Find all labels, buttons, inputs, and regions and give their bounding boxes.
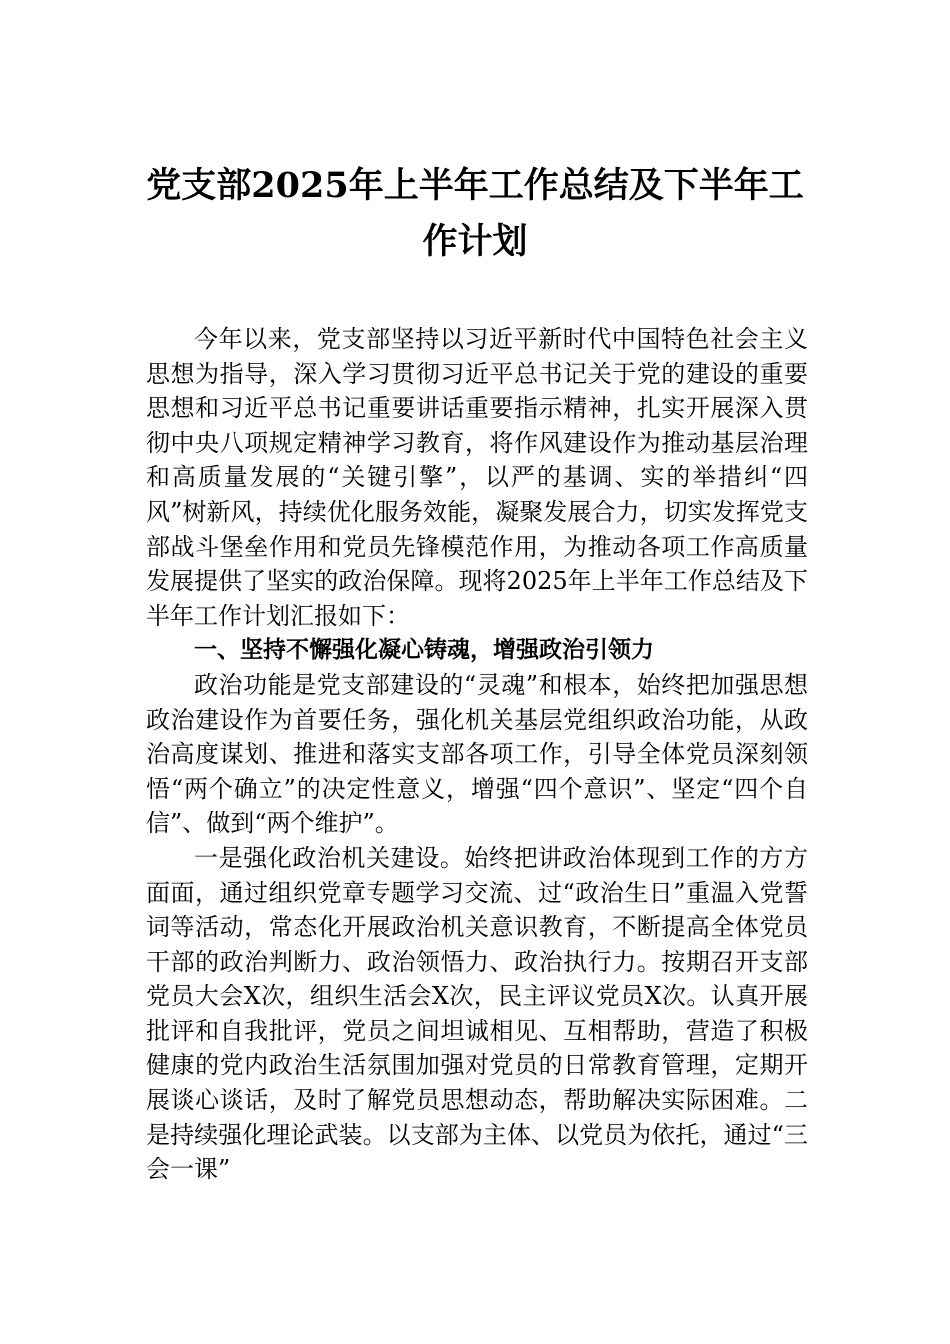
- body-paragraph: 政治功能是党支部建设的“灵魂”和根本，始终把加强思想政治建设作为首要任务，强化机关基层党组织政治功能，从政治高度谋划、推进和落实支部各项工作，引导全体党员深刻领悟“两个确立”的决定性意义，增强“四个意识”、坚定“四个自信”、做到“两个维护”。: [146, 670, 808, 838]
- intro-paragraph: 今年以来，党支部坚持以习近平新时代中国特色社会主义思想为指导，深入学习贯彻习近平总书记关于党的建设的重要思想和习近平总书记重要讲话重要指示精神，扎实开展深入贯彻中央八项规定精神学习教育，将作风建设作为推动基层治理和高质量发展的“关键引擎”，以严的基调、实的举措纠“四风”树新风，持续优化服务效能，凝聚发展合力，切实发挥党支部战斗堡垒作用和党员先锋模范作用，为推动各项工作高质量发展提供了坚实的政治保障。现将2025年上半年工作总结及下半年工作计划汇报如下：: [146, 325, 808, 630]
- document-body: [146, 322, 808, 1187]
- document-title: 党支部2025年上半年工作总结及下半年工作计划: [146, 165, 804, 262]
- section-heading: 一、坚持不懈强化凝心铸魂，增强政治引领力: [194, 637, 654, 664]
- body-paragraph: 一是强化政治机关建设。始终把讲政治体现到工作的方方面面，通过组织党章专题学习交流、过“政治生日”重温入党誓词等活动，常态化开展政治机关意识教育，不断提高全体党员干部的政治判断力、政治领悟力、政治执行力。按期召开支部党员大会X次，组织生活会X次，民主评议党员X次。认真开展批评和自我批评，党员之间坦诚相见、互相帮助，营造了积极健康的党内政治生活氛围加强对党员的日常教育管理，定期开展谈心谈话，及时了解党员思想动态，帮助解决实际困难。二是持续强化理论武装。以支部为主体、以党员为依托，通过“三会一课”: [146, 843, 808, 1184]
